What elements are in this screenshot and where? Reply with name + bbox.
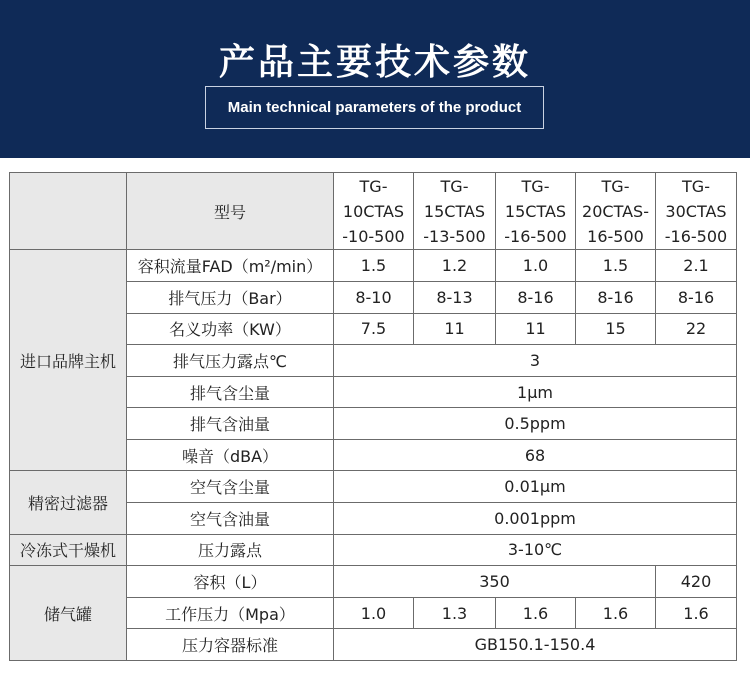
page-subtitle: Main technical parameters of the product: [205, 86, 544, 129]
param-label: 排气压力露点℃: [127, 345, 334, 377]
page-title: 产品主要技术参数: [218, 42, 531, 83]
model-2: TG- 15CTAS -13-500: [414, 173, 496, 250]
value-cell: 1.5: [576, 250, 656, 282]
param-label: 容积流量FAD（m²/min）: [127, 250, 334, 282]
header-banner: [0, 0, 750, 158]
param-label: 工作压力（Mpa）: [127, 597, 334, 629]
value-cell: GB150.1-150.4: [334, 629, 737, 661]
value-cell: 8-16: [496, 282, 576, 314]
value-cell: 7.5: [334, 313, 414, 345]
value-cell: 3-10℃: [334, 534, 737, 566]
param-label: 容积（L）: [127, 566, 334, 598]
value-cell: 0.5ppm: [334, 408, 737, 440]
value-cell: 2.1: [656, 250, 737, 282]
table-row: [10, 471, 737, 503]
value-cell: 1.6: [656, 597, 737, 629]
value-cell: 1μm: [334, 376, 737, 408]
value-cell: 11: [414, 313, 496, 345]
category-host: 进口品牌主机: [10, 250, 127, 471]
value-cell: 3: [334, 345, 737, 377]
value-cell: 68: [334, 439, 737, 471]
param-label: 压力露点: [127, 534, 334, 566]
value-cell: 350: [334, 566, 656, 598]
value-cell: 1.6: [496, 597, 576, 629]
model-1: TG- 10CTAS -10-500: [334, 173, 414, 250]
value-cell: 22: [656, 313, 737, 345]
category-tank: 储气罐: [10, 566, 127, 661]
value-cell: 11: [496, 313, 576, 345]
param-label: 名义功率（KW）: [127, 313, 334, 345]
value-cell: 420: [656, 566, 737, 598]
category-filter: 精密过滤器: [10, 471, 127, 534]
value-cell: 8-16: [656, 282, 737, 314]
value-cell: 1.5: [334, 250, 414, 282]
value-cell: 8-16: [576, 282, 656, 314]
category-dryer: 冷冻式干燥机: [10, 534, 127, 566]
value-cell: 1.6: [576, 597, 656, 629]
param-label: 排气含油量: [127, 408, 334, 440]
value-cell: 0.001ppm: [334, 503, 737, 535]
value-cell: 8-10: [334, 282, 414, 314]
param-label: 排气含尘量: [127, 376, 334, 408]
value-cell: 1.2: [414, 250, 496, 282]
param-label: 空气含油量: [127, 503, 334, 535]
model-4: TG- 20CTAS- 16-500: [576, 173, 656, 250]
parameters-table: [9, 172, 737, 661]
param-label: 噪音（dBA）: [127, 439, 334, 471]
corner-cell: [10, 173, 127, 250]
value-cell: 8-13: [414, 282, 496, 314]
model-header-row: [10, 173, 737, 250]
param-label: 空气含尘量: [127, 471, 334, 503]
table-row: [10, 566, 737, 598]
value-cell: 1.0: [496, 250, 576, 282]
model-3: TG- 15CTAS -16-500: [496, 173, 576, 250]
table-row: [10, 250, 737, 282]
value-cell: 1.3: [414, 597, 496, 629]
param-label: 压力容器标准: [127, 629, 334, 661]
table-row: [10, 534, 737, 566]
model-label: 型号: [127, 173, 334, 250]
value-cell: 0.01μm: [334, 471, 737, 503]
param-label: 排气压力（Bar）: [127, 282, 334, 314]
value-cell: 1.0: [334, 597, 414, 629]
model-5: TG- 30CTAS -16-500: [656, 173, 737, 250]
value-cell: 15: [576, 313, 656, 345]
